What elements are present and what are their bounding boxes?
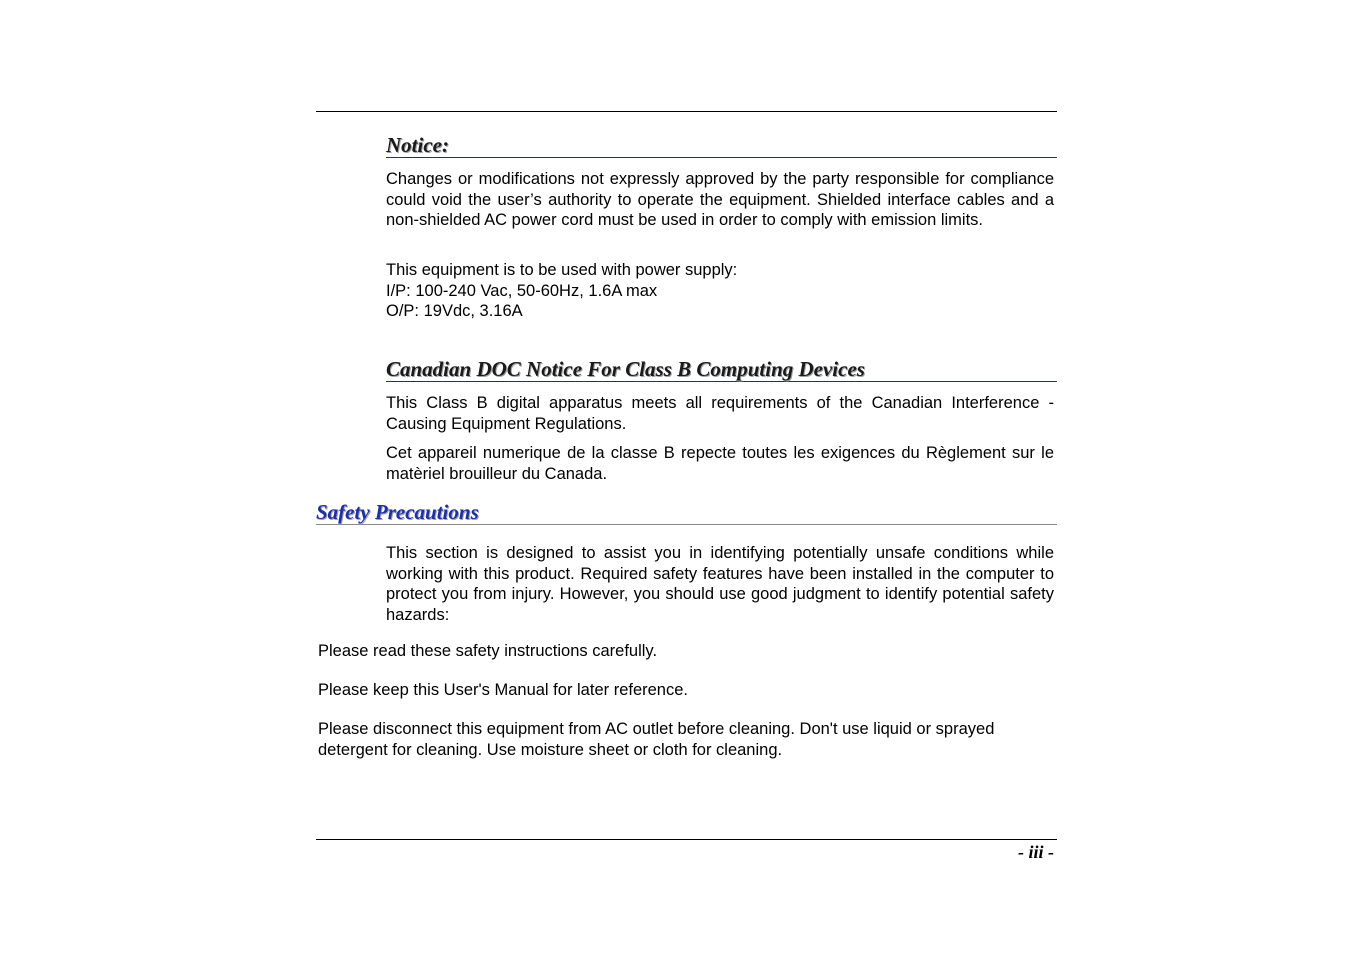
canadian-paragraph-en: This Class B digital apparatus meets all requirements of the Canadian Interference - Causing Equipment Regulations. [386,394,1054,433]
page-number: - iii - [1018,842,1054,862]
canadian-paragraph-fr: Cet appareil numerique de la classe B repecte toutes les exigences du Règlement sur le matèriel brouilleur du Canada. [386,444,1054,483]
power-supply-block [386,260,1054,322]
safety-instruction-keep: Please keep this User's Manual for later reference. [318,681,688,699]
notice-paragraph: Changes or modifications not expressly approved by the party responsible for compliance could void the user’s authority to operate the equipment. Shielded interface cables and a non-shielded AC power cord must be used in order to comply with emission limits. [386,170,1054,229]
bottom-rule [316,839,1057,840]
power-supply-intro: This equipment is to be used with power supply: [386,261,738,279]
canadian-doc-heading: Canadian DOC Notice For Class B Computing Devices [386,357,1057,382]
top-rule [316,111,1057,112]
safety-intro: This section is designed to assist you in identifying potentially unsafe conditions while working with this product. Required safety features have been installed in the computer to protect you from injury. However, you should use good judgment to identify potential safety hazards: [386,544,1054,624]
safety-instruction-read: Please read these safety instructions carefully. [318,642,658,660]
safety-instruction-disconnect: Please disconnect this equipment from AC outlet before cleaning. Don't use liquid or sprayed detergent for cleaning. Use moisture sheet or cloth for cleaning. [318,720,995,759]
power-supply-output: O/P: 19Vdc, 3.16A [386,302,523,320]
notice-heading: Notice: [386,133,1057,158]
power-supply-input: I/P: 100-240 Vac, 50-60Hz, 1.6A max [386,281,658,300]
safety-heading: Safety Precautions [316,500,1057,525]
